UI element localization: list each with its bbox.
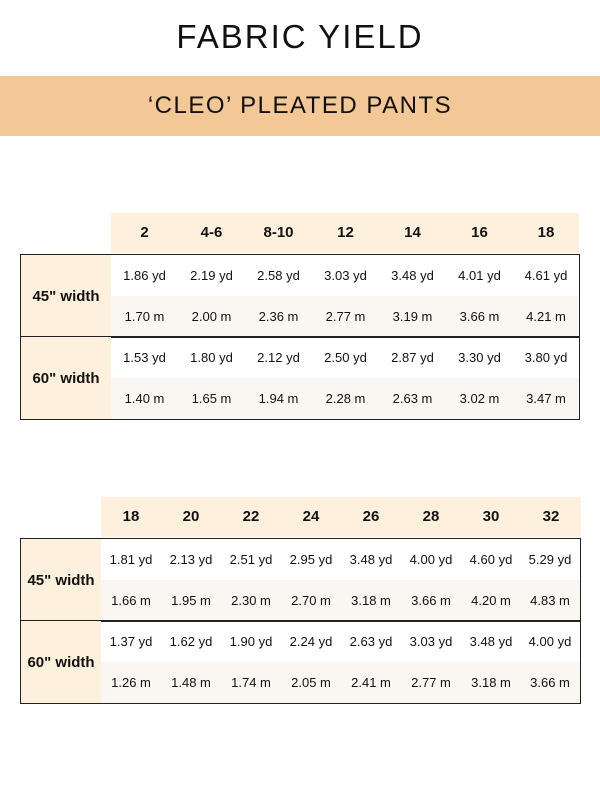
yield-meters: 3.18 m [351, 593, 391, 608]
size-header: 22 [242, 508, 260, 525]
width-group-45 [20, 254, 580, 338]
yield-meters: 4.83 m [530, 593, 570, 608]
size-header: 14 [404, 224, 421, 241]
yield-meters: 1.94 m [258, 391, 299, 406]
fabric-width-label: 60" width [21, 621, 101, 703]
yield-meters: 2.05 m [291, 675, 331, 690]
yield-yards: 4.61 yd [524, 268, 568, 283]
size-header: 28 [422, 508, 440, 525]
fabric-width-label: 45" width [21, 255, 111, 337]
size-header: 18 [537, 224, 555, 241]
size-header: 16 [471, 224, 488, 241]
yield-yards: 3.30 yd [458, 350, 501, 365]
yield-meters: 2.30 m [231, 593, 271, 608]
yield-meters: 1.65 m [191, 391, 232, 406]
yield-meters: 2.63 m [392, 391, 433, 406]
yield-yards: 3.03 yd [324, 268, 367, 283]
yield-yards: 1.62 yd [169, 634, 213, 649]
yield-yards: 2.63 yd [349, 634, 393, 649]
yield-meters: 3.02 m [459, 391, 500, 406]
yield-yards: 2.58 yd [257, 268, 300, 283]
fabric-width-label: 45" width [21, 539, 101, 621]
yield-meters: 1.48 m [171, 675, 211, 690]
yield-meters: 2.77 m [411, 675, 451, 690]
yield-meters: 1.26 m [111, 675, 151, 690]
yield-yards: 3.48 yd [349, 552, 393, 567]
size-header: 32 [542, 508, 560, 525]
yield-yards: 2.12 yd [257, 350, 300, 365]
yield-meters: 3.47 m [526, 391, 566, 406]
yield-meters: 1.74 m [231, 675, 271, 690]
yield-yards: 1.80 yd [190, 350, 233, 365]
width-group-60 [20, 336, 580, 420]
yield-meters: 2.41 m [351, 675, 391, 690]
yield-yards: 4.60 yd [469, 552, 513, 567]
size-header: 18 [122, 508, 140, 525]
yield-yards: 2.87 yd [391, 350, 434, 365]
yield-yards: 4.00 yd [409, 552, 453, 567]
yield-yards: 3.03 yd [409, 634, 453, 649]
yield-yards: 5.29 yd [528, 552, 572, 567]
yield-meters: 1.66 m [111, 593, 151, 608]
yield-meters: 3.19 m [392, 309, 433, 324]
yield-yards: 2.19 yd [190, 268, 233, 283]
yield-meters: 2.00 m [191, 309, 232, 324]
yield-yards: 2.50 yd [324, 350, 367, 365]
size-header: 2 [140, 224, 149, 241]
yield-yards: 4.01 yd [458, 268, 501, 283]
yield-meters: 1.95 m [171, 593, 211, 608]
size-header: 8-10 [263, 224, 294, 241]
size-header: 26 [362, 508, 380, 525]
yield-meters: 4.21 m [526, 309, 566, 324]
page-title: FABRIC YIELD [176, 18, 424, 55]
yield-yards: 3.48 yd [469, 634, 513, 649]
pattern-name: ‘CLEO’ PLEATED PANTS [147, 92, 453, 119]
width-group-45 [20, 538, 581, 622]
yield-meters: 2.28 m [325, 391, 366, 406]
yield-yards: 1.53 yd [123, 350, 166, 365]
yield-yards: 3.80 yd [524, 350, 568, 365]
yield-meters: 4.20 m [471, 593, 511, 608]
yield-yards: 2.51 yd [229, 552, 273, 567]
yield-meters: 3.66 m [530, 675, 570, 690]
yield-meters: 2.70 m [291, 593, 331, 608]
yield-meters: 3.18 m [471, 675, 511, 690]
yield-meters: 3.66 m [411, 593, 451, 608]
yield-yards: 1.86 yd [123, 268, 166, 283]
yield-meters: 1.70 m [124, 309, 165, 324]
fabric-width-label: 60" width [21, 337, 111, 419]
yield-yards: 1.81 yd [109, 552, 153, 567]
yield-meters: 2.77 m [325, 309, 366, 324]
size-header-row [111, 213, 579, 253]
yield-meters: 2.36 m [258, 309, 299, 324]
yield-yards: 3.48 yd [391, 268, 434, 283]
yield-meters: 3.66 m [459, 309, 500, 324]
size-header: 24 [302, 508, 320, 525]
yield-yards: 2.95 yd [289, 552, 333, 567]
size-header: 12 [337, 224, 354, 241]
width-group-60 [20, 620, 581, 704]
yield-yards: 2.24 yd [289, 634, 333, 649]
size-header: 20 [182, 508, 200, 525]
size-header: 30 [482, 508, 500, 525]
subtitle-band [0, 76, 600, 136]
yield-yards: 2.13 yd [169, 552, 213, 567]
yield-yards: 4.00 yd [528, 634, 572, 649]
size-header: 4-6 [200, 224, 223, 241]
yield-meters: 1.40 m [124, 391, 165, 406]
size-header-row [101, 497, 581, 537]
yield-yards: 1.90 yd [229, 634, 273, 649]
yield-yards: 1.37 yd [109, 634, 153, 649]
